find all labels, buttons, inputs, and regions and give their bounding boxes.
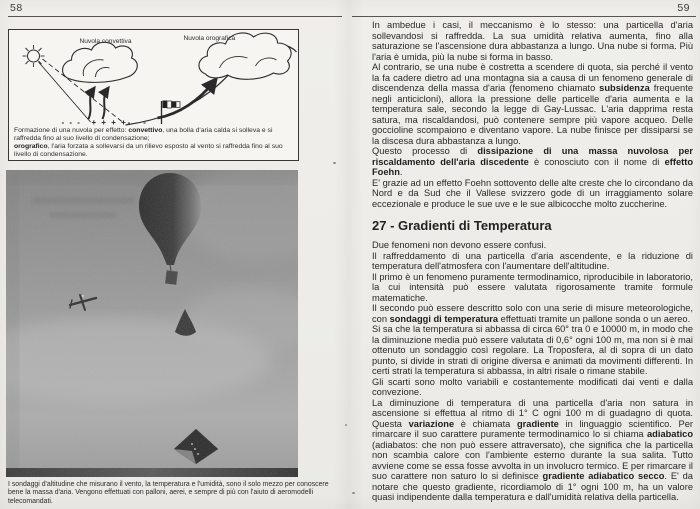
- diagram-caption-line-convettivo: Formazione di una nuvola per effetto: convettivo, una bolla d'aria calda si solleva e si raffredda fino al suo livello di condensazione;: [14, 127, 273, 142]
- paragraph: Si sa che la temperatura si abbassa di circa 60° tra 0 e 10000 m, in modo che la diminuzione media può essere valutata di 0,6° ogni 100 m, ma non si è mai ottenuto un sondaggio così regolare. La Troposfera, al di sopra di un dato punto, si divide in strati di origine diversa e animati da movimenti differenti. In certi strati la temperatura si abbassa, in altri risale o rimane stabile.: [372, 324, 693, 376]
- ground-charge-symbols: [62, 118, 148, 127]
- ground-minus-right: - - -: [127, 118, 148, 127]
- header-rule-right: [352, 16, 696, 17]
- label-convective-cloud: Nuvola convettiva: [79, 38, 132, 45]
- radiosonde-photo: [6, 170, 298, 477]
- paragraph: Il raffreddamento di una particella d'aria ascendente, e la riduzione di temperatura dell'atmosfera con l'aumentare dell'altitudine.: [372, 250, 693, 271]
- paragraphs-bottom: [372, 240, 693, 503]
- photo-caption: I sondaggi d'altitudine che misurano il vento, la temperatura e l'umidità, sono il solo mezzo per conoscere bene la massa d'aria. Vengono effettuati con palloni, aerei, e sempre di più con l'aiuto di aeromodelli telecomandati.: [8, 481, 329, 505]
- paragraphs-top: [372, 20, 693, 209]
- diagram-drawing: [9, 30, 298, 127]
- photo-drawing: [6, 170, 298, 477]
- paragraph: Il secondo può essere descritto solo con una serie di misure meteorologiche, con sondaggi di temperatura effettuati tramite un pallone sonda o un aereo.: [372, 303, 693, 324]
- paragraph: Gli scarti sono molto variabili e costantemente modificati dai venti e dalla convezione.: [372, 376, 693, 397]
- paragraph: Due fenomeni non devono essere confusi.: [372, 240, 547, 250]
- label-orographic-cloud: Nuvola orografica: [183, 35, 236, 42]
- convective-cloud: [63, 42, 138, 82]
- page-58: [0, 0, 348, 509]
- diagram-caption: [9, 127, 298, 159]
- body-text-column: [372, 20, 693, 503]
- ground-plus-row: + + + +: [91, 118, 128, 127]
- section-heading: 27 - Gradienti di Temperatura: [372, 218, 552, 233]
- ground-minus-left: - - -: [61, 118, 82, 127]
- paragraph: E' grazie ad un effetto Foehn sottovento delle alte creste che lo circondano da Nord e da Sud che il Vallese svizzero gode di un irraggiamento solare eccezionale e produce le sue uve e le sue albicocche molto zuccherine.: [372, 177, 693, 209]
- paragraph: Questo processo di dissipazione di una massa nuvolosa per riscaldamento dell'aria discedente è conosciuto con il nome di effetto Foehn.: [372, 146, 693, 177]
- paragraph: La diminuzione di temperatura di una particella d'aria non satura in ascensione si effettua al ritmo di 1° C ogni 100 m di guadagno di quota. Questa variazione è chiamata gradiente in linguaggio scientifico. Per rimarcare il suo carattere puramente termodinamico lo si chiama adiabatico (adiabatos: che non può essere attraversato), che significa che la particella non scambia calore con l'ambiente esterno durante la sua salita. Tutto avviene come se essa fosse avvolta in un involucro termico. E per rimarcare il suo carattere non saturo lo si definisce gradiente adiabatico secco. E' da notare che questo gradiente, ricordiamolo di 1° ogni 100 m, ha un valore quasi indipendente dalla temperatura e dall'umidità relativa della particella.: [372, 397, 693, 502]
- cloud-formation-diagram: [8, 29, 299, 161]
- paragraph: Al contrario, se una nube è costretta a scendere di quota, sia perché il vento la fa cadere dietro ad una montagna sia a causa di un fenomeno generale di discendenza della massa d'aria (fenomeno chiamato subsidenza frequente negli anticicloni), allora la pressione delle particelle d'aria aumenta e la temperatura sale, secondo la legge di Gay-Lussac. L'aria dapprima resta satura, ma riscaldandosi, può contenere sempre più vapore acqueo. Delle goccioline scompaiono e diventano vapore. La nube finisce per dissiparsi se la discesa dura abbastanza a lungo.: [372, 62, 693, 146]
- slope-wind-arrow: [158, 81, 215, 118]
- page-number-left: 58: [10, 2, 23, 14]
- page-59: [348, 0, 700, 509]
- paragraph: In ambedue i casi, il meccanismo è lo stesso: una particella d'aria sollevandosi si raffredda. La sua umidità relativa aumenta, fino alla saturazione se l'ascensione dura abbastanza a lungo. Una nube si forma. Più l'aria è umida, più la nube si forma in basso.: [372, 20, 693, 62]
- page-number-right: 59: [677, 2, 690, 14]
- header-rule-left: [8, 16, 342, 17]
- scan-speck: [352, 492, 355, 494]
- scan-speck: [333, 162, 336, 164]
- scan-speck: [345, 424, 347, 426]
- paragraph: Il primo è un fenomeno puramente termodinamico, riproducibile in laboratorio, la cui intensità può essere valutata rigorosamente tramite formule matematiche.: [372, 271, 693, 303]
- film-grain: [6, 170, 298, 477]
- diagram-caption-line-orografico: orografico, l'aria forzata a sollevarsi da un rilievo esposto al vento si raffredda fino al suo livello di condensazione.: [14, 143, 283, 158]
- sun-icon: [23, 45, 45, 67]
- updraft-arrows: [89, 89, 108, 119]
